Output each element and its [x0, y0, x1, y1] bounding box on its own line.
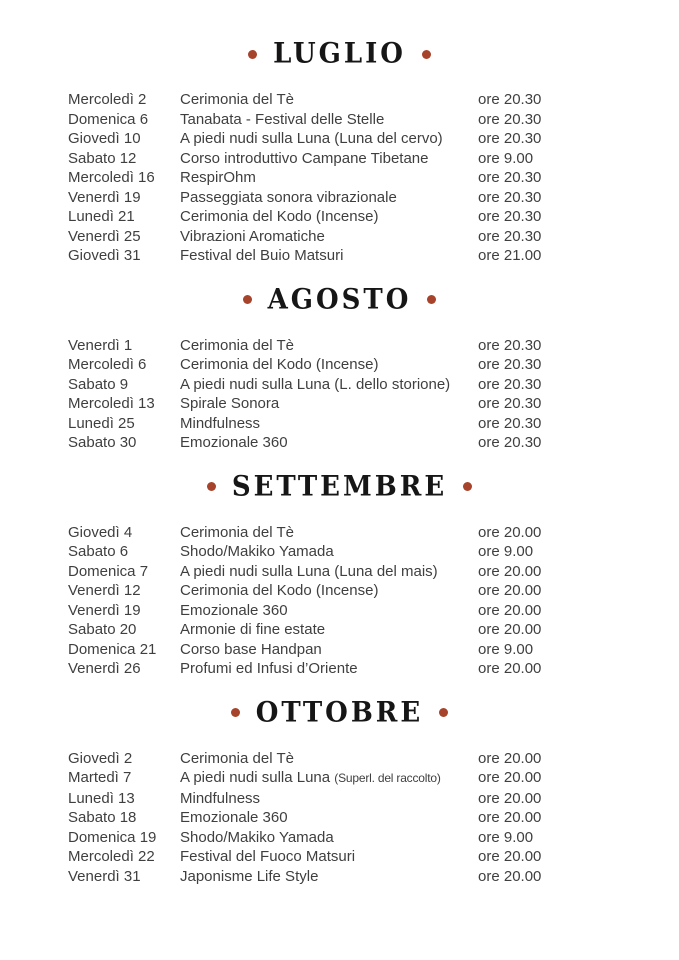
event-day: Domenica 21 — [68, 640, 157, 658]
event-title: Festival del Fuoco Matsuri — [180, 848, 356, 865]
event-time: ore 20.30 — [478, 227, 542, 245]
event-time: ore 9.00 — [478, 828, 534, 846]
event-title: Profumi ed Infusi d’Oriente — [180, 660, 358, 677]
event-row — [0, 207, 679, 227]
bullet-dot-icon — [463, 482, 472, 491]
event-row — [0, 581, 679, 601]
event-row — [0, 620, 679, 640]
event-time: ore 20.30 — [478, 395, 542, 412]
section-luglio — [0, 38, 679, 266]
event-title: Festival del Buio Matsuri — [180, 247, 344, 264]
event-time: ore 20.30 — [478, 356, 542, 373]
event-title: Cerimonia del Tè — [180, 749, 294, 767]
month-header-ottobre — [0, 697, 679, 729]
bullet-dot-icon — [427, 295, 436, 304]
event-day: Giovedì 31 — [68, 247, 141, 264]
event-title: Corso base Handpan — [180, 640, 322, 658]
event-day: Sabato 12 — [68, 149, 137, 167]
event-title: Tanabata - Festival delle Stelle — [180, 110, 385, 128]
event-day: Giovedì 4 — [68, 523, 133, 541]
event-day: Mercoledì 16 — [68, 169, 155, 186]
event-time: ore 20.30 — [478, 434, 542, 451]
event-title: Emozionale 360 — [180, 809, 288, 826]
event-title: A piedi nudi sulla Luna (Luna del mais) — [180, 562, 438, 580]
event-day: Venerdì 25 — [68, 227, 141, 245]
event-row — [0, 110, 679, 130]
bullet-dot-icon — [243, 295, 252, 304]
event-day: Lunedì 13 — [68, 789, 135, 807]
month-title: OTTOBRE — [255, 696, 424, 729]
event-title: A piedi nudi sulla Luna (L. dello storione) — [180, 375, 451, 393]
event-title: Shodo/Makiko Yamada — [180, 828, 334, 846]
event-time: ore 9.00 — [478, 640, 534, 658]
event-row — [0, 433, 679, 453]
event-title: Cerimonia del Tè — [180, 523, 294, 541]
event-row — [0, 355, 679, 375]
event-list — [0, 336, 679, 453]
event-row — [0, 246, 679, 266]
event-time: ore 20.30 — [478, 336, 542, 354]
event-time: ore 20.00 — [478, 848, 542, 865]
event-day: Giovedì 10 — [68, 130, 141, 147]
event-title: Vibrazioni Aromatiche — [180, 227, 325, 245]
event-time: ore 20.00 — [478, 789, 542, 807]
event-row — [0, 847, 679, 867]
event-title: Cerimonia del Tè — [180, 336, 294, 354]
event-list — [0, 90, 679, 266]
event-time: ore 20.00 — [478, 809, 542, 826]
event-row — [0, 336, 679, 356]
event-day: Domenica 7 — [68, 562, 149, 580]
event-time: ore 20.00 — [478, 621, 542, 638]
event-time: ore 20.30 — [478, 110, 542, 128]
event-time: ore 20.30 — [478, 375, 542, 393]
event-title: Cerimonia del Tè — [180, 91, 294, 108]
event-row — [0, 867, 679, 887]
event-day: Sabato 30 — [68, 434, 137, 451]
event-title: Japonisme Life Style — [180, 867, 319, 885]
event-title: RespirOhm — [180, 169, 256, 186]
section-ottobre — [0, 697, 679, 887]
event-day: Venerdì 26 — [68, 660, 141, 677]
event-row — [0, 768, 679, 789]
event-time: ore 20.30 — [478, 91, 542, 108]
section-settembre — [0, 471, 679, 679]
event-day: Venerdì 19 — [68, 601, 141, 619]
event-title: Corso introduttivo Campane Tibetane — [180, 149, 429, 167]
event-day: Lunedì 25 — [68, 414, 135, 432]
event-time: ore 20.30 — [478, 208, 542, 225]
event-title: Cerimonia del Kodo (Incense) — [180, 356, 379, 373]
event-time: ore 20.30 — [478, 414, 542, 432]
event-title: Mindfulness — [180, 789, 261, 807]
event-row — [0, 90, 679, 110]
event-time: ore 20.00 — [478, 562, 542, 580]
event-time: ore 20.30 — [478, 130, 542, 147]
event-row — [0, 227, 679, 247]
month-title: LUGLIO — [273, 38, 406, 70]
event-row — [0, 523, 679, 543]
event-time: ore 20.00 — [478, 582, 542, 599]
event-row — [0, 168, 679, 188]
event-row — [0, 789, 679, 809]
event-row — [0, 659, 679, 679]
event-row — [0, 828, 679, 848]
event-row — [0, 375, 679, 395]
event-day: Mercoledì 6 — [68, 356, 147, 373]
section-agosto — [0, 284, 679, 453]
event-day: Mercoledì 2 — [68, 91, 147, 108]
event-list — [0, 749, 679, 887]
event-time: ore 9.00 — [478, 543, 534, 560]
event-day: Lunedì 21 — [68, 208, 135, 225]
event-time: ore 20.00 — [478, 601, 542, 619]
event-day: Martedì 7 — [68, 769, 132, 786]
event-title: Shodo/Makiko Yamada — [180, 543, 334, 560]
event-title: Spirale Sonora — [180, 395, 280, 412]
event-title — [180, 768, 478, 789]
event-title: Cerimonia del Kodo (Incense) — [180, 582, 379, 599]
month-title: SETTEMBRE — [231, 470, 448, 503]
event-row — [0, 601, 679, 621]
month-header-settembre — [0, 471, 679, 503]
bullet-dot-icon — [231, 708, 240, 717]
event-row — [0, 149, 679, 169]
event-day: Domenica 6 — [68, 110, 149, 128]
event-day: Giovedì 2 — [68, 749, 133, 767]
event-day: Mercoledì 13 — [68, 395, 155, 412]
event-day: Sabato 9 — [68, 375, 129, 393]
event-time: ore 9.00 — [478, 149, 534, 167]
event-time: ore 20.30 — [478, 169, 542, 186]
event-title: Armonie di fine estate — [180, 621, 326, 638]
month-header-agosto — [0, 284, 679, 316]
event-row — [0, 749, 679, 769]
event-time: ore 20.00 — [478, 523, 542, 541]
event-row — [0, 808, 679, 828]
event-title: Emozionale 360 — [180, 601, 288, 619]
event-day: Venerdì 1 — [68, 336, 133, 354]
event-title: A piedi nudi sulla Luna (Luna del cervo) — [180, 130, 443, 147]
event-title-note: (Superl. del raccolto) — [334, 771, 441, 785]
bullet-dot-icon — [422, 50, 431, 59]
event-title: Emozionale 360 — [180, 434, 288, 451]
event-row — [0, 129, 679, 149]
event-day: Venerdì 12 — [68, 582, 141, 599]
event-title: Cerimonia del Kodo (Incense) — [180, 208, 379, 225]
event-title: Mindfulness — [180, 414, 261, 432]
event-time: ore 20.00 — [478, 867, 542, 885]
event-row — [0, 394, 679, 414]
event-time: ore 20.30 — [478, 188, 542, 206]
event-time: ore 21.00 — [478, 247, 542, 264]
bullet-dot-icon — [207, 482, 216, 491]
event-day: Sabato 18 — [68, 809, 137, 826]
event-day: Mercoledì 22 — [68, 848, 155, 865]
event-title: Passeggiata sonora vibrazionale — [180, 188, 397, 206]
event-row — [0, 562, 679, 582]
event-time: ore 20.00 — [478, 769, 542, 786]
event-row — [0, 414, 679, 434]
bullet-dot-icon — [248, 50, 257, 59]
event-day: Domenica 19 — [68, 828, 157, 846]
event-title-text: A piedi nudi sulla Luna — [180, 769, 331, 786]
month-header-luglio — [0, 38, 679, 70]
event-day: Venerdì 19 — [68, 188, 141, 206]
event-day: Sabato 20 — [68, 621, 137, 638]
event-row — [0, 640, 679, 660]
bullet-dot-icon — [439, 708, 448, 717]
event-time: ore 20.00 — [478, 660, 542, 677]
event-day: Sabato 6 — [68, 543, 129, 560]
month-title: AGOSTO — [267, 283, 412, 316]
event-time: ore 20.00 — [478, 749, 542, 767]
event-row — [0, 542, 679, 562]
event-day: Venerdì 31 — [68, 867, 141, 885]
event-row — [0, 188, 679, 208]
event-list — [0, 523, 679, 679]
